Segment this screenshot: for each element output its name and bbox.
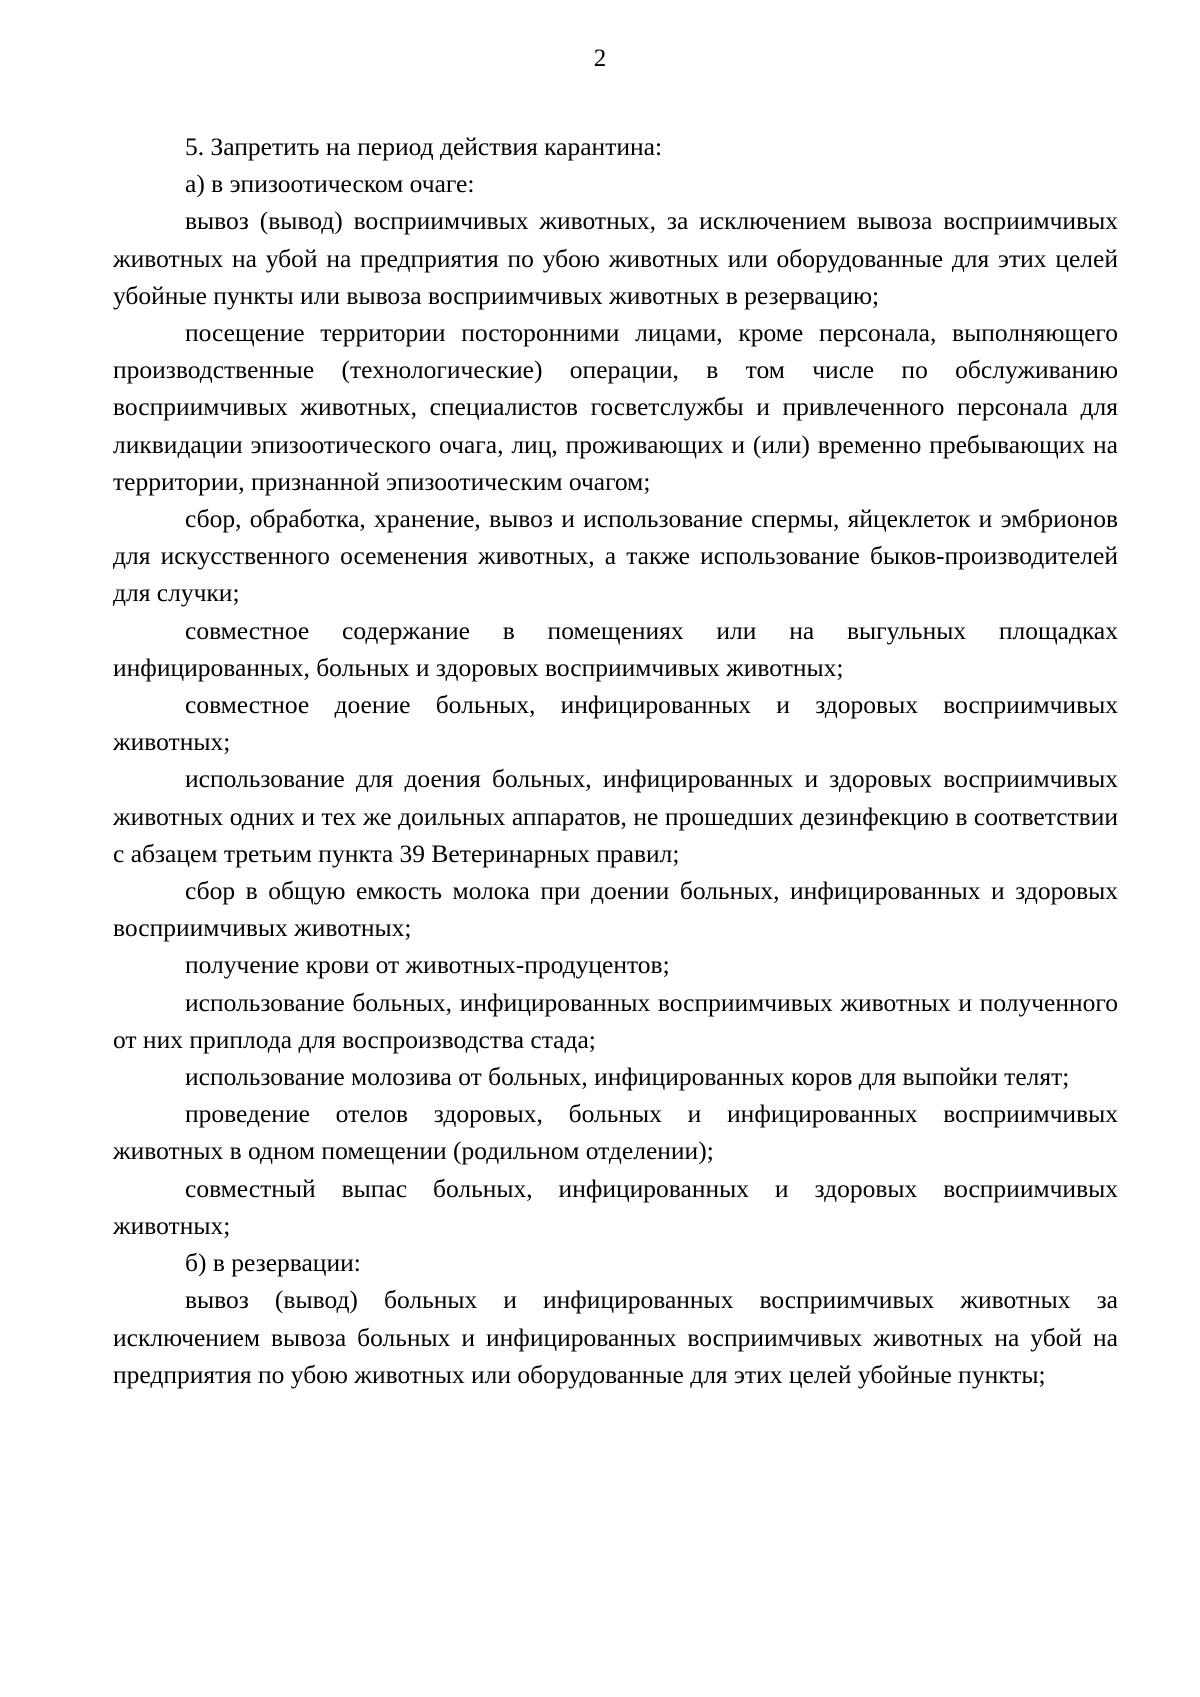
paragraph: а) в эпизоотическом очаге: — [185, 169, 475, 199]
paragraph: б) в резервации: — [185, 1248, 361, 1278]
paragraph: совместный выпас больных, инфицированных и здоровых восприимчивых животных; — [113, 1173, 1118, 1240]
paragraph: посещение территории посторонними лицами, кроме персонала, выполняющего производственные (технологические) операции, в том числе по обслуживанию восприимчивых животных, специалистов госветслужбы и привлеченного персонала для ликвидации эпизоотического очага, лиц, проживающих и (или) временно пребывающих на территории, признанной эпизоотическим очагом; — [113, 318, 1118, 496]
page-number: 2 — [593, 45, 607, 72]
paragraph: использование больных, инфицированных восприимчивых животных и полученного от них приплода для воспроизводства стада; — [113, 987, 1118, 1054]
paragraph: проведение отелов здоровых, больных и инфицированных восприимчивых животных в одном помещении (родильном отделении); — [113, 1099, 1118, 1166]
paragraph: сбор в общую емкость молока при доении больных, инфицированных и здоровых восприимчивых животных; — [113, 876, 1118, 943]
document-body — [113, 128, 1118, 1393]
paragraph: вывоз (вывод) больных и инфицированных восприимчивых животных за исключением вывоза больных и инфицированных восприимчивых животных на убой на предприятия по убою животных или оборудованные для этих целей убойные пункты; — [113, 1285, 1118, 1389]
paragraph: сбор, обработка, хранение, вывоз и использование спермы, яйцеклеток и эмбрионов для искусственного осеменения животных, а также использование быков-производителей для случки; — [113, 504, 1118, 608]
paragraph: 5. Запретить на период действия карантина: — [185, 132, 663, 161]
paragraph: использование молозива от больных, инфицированных коров для выпойки телят; — [185, 1062, 1070, 1092]
paragraph: получение крови от животных-продуцентов; — [185, 950, 670, 980]
paragraph: совместное доение больных, инфицированных и здоровых восприимчивых животных; — [113, 690, 1118, 757]
paragraph: вывоз (вывод) восприимчивых животных, за исключением вывоза восприимчивых животных на убой на предприятия по убою животных или оборудованные для этих целей убойные пункты или вывоза восприимчивых животных в резервацию; — [113, 206, 1118, 310]
paragraph: совместное содержание в помещениях или на выгульных площадках инфицированных, больных и здоровых восприимчивых животных; — [113, 615, 1118, 682]
paragraph: использование для доения больных, инфицированных и здоровых восприимчивых животных одних и тех же доильных аппаратов, не прошедших дезинфекцию в соответствии с абзацем третьим пункта 39 Ветеринарных правил; — [113, 764, 1118, 868]
